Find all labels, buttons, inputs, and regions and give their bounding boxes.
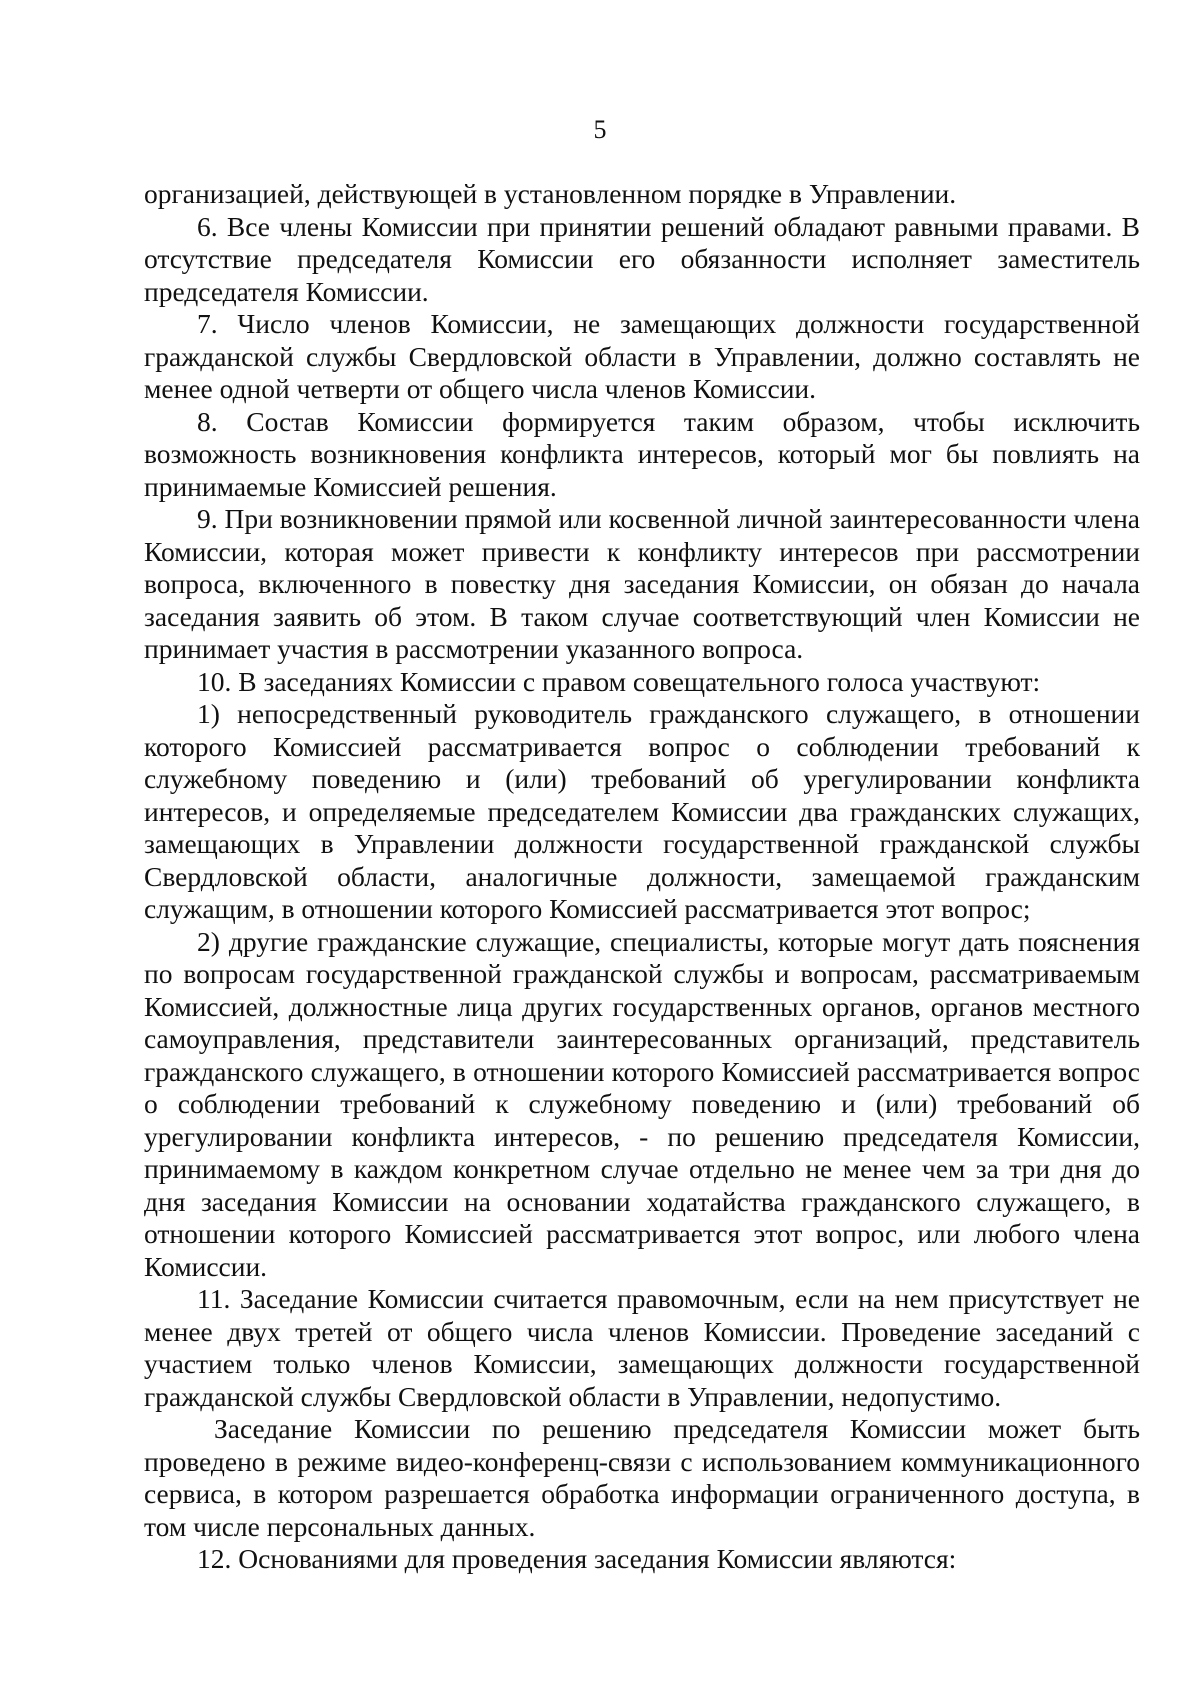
paragraph-7: 7. Число членов Комиссии, не замещающих должности государственной гражданской службы Свердловской области в Управлении, должно составлять не менее одной четверти от общего числа членов Комиссии. bbox=[144, 308, 1140, 404]
paragraph-12: 12. Основаниями для проведения заседания Комиссии являются: bbox=[197, 1543, 957, 1574]
paragraph-10-item-2: 2) другие гражданские служащие, специалисты, которые могут дать пояснения по вопросам государственной гражданской службы и вопросам, рассматриваемым Комиссией, должностные лица других государственных органов, органов местного самоуправления, представители заинтересованных организаций, представитель гражданского служащего, в отношении которого Комиссией рассматривается вопрос о соблюдении требований к служебному поведению и (или) требований об урегулировании конфликта интересов, - по решению председателя Комиссии, принимаемому в каждом конкретном случае отдельно не менее чем за три дня до дня заседания Комиссии на основании ходатайства гражданского служащего, в отношении которого Комиссией рассматривается этот вопрос, или любого члена Комиссии. bbox=[144, 925, 1140, 1282]
paragraph-10-item-1: 1) непосредственный руководитель гражданского служащего, в отношении которого Комиссией рассматривается вопрос о соблюдении требований к служебному поведению и (или) требований об урегулировании конфликта интересов, и определяемые председателем Комиссии два гражданских служащих, замещающих в Управлении должности государственной гражданской службы Свердловской области, аналогичные должности, замещаемой гражданским служащим, в отношении которого Комиссией рассматривается этот вопрос; bbox=[144, 698, 1140, 924]
paragraph-10: 10. В заседаниях Комиссии с правом совещательного голоса участвуют: bbox=[197, 665, 1041, 697]
paragraph-9: 9. При возникновении прямой или косвенной личной заинтересованности члена Комиссии, которая может привести к конфликту интересов при рассмотрении вопроса, включенного в повестку дня заседания Комиссии, он обязан до начала заседания заявить об этом. В таком случае соответствующий член Комиссии не принимает участия в рассмотрении указанного вопроса. bbox=[144, 503, 1140, 664]
page-number: 5 bbox=[593, 115, 607, 144]
paragraph-11: 11. Заседание Комиссии считается правомочным, если на нем присутствует не менее двух третей от общего числа членов Комиссии. Проведение заседаний с участием только членов Комиссии, замещающих должности государственной гражданской службы Свердловской области в Управлении, недопустимо. bbox=[144, 1283, 1140, 1412]
paragraph-11-videoconference: Заседание Комиссии по решению председателя Комиссии может быть проведено в режиме видео-конференц-связи с использованием коммуникационного сервиса, в котором разрешается обработка информации ограниченного доступа, в том числе персональных данных. bbox=[144, 1413, 1140, 1542]
paragraph-continuation: организацией, действующей в установленном порядке в Управлении. bbox=[144, 178, 957, 209]
paragraph-8: 8. Состав Комиссии формируется таким образом, чтобы исключить возможность возникновения конфликта интересов, который мог бы повлиять на принимаемые Комиссией решения. bbox=[144, 405, 1140, 502]
paragraph-6: 6. Все члены Комиссии при принятии решений обладают равными правами. В отсутствие председателя Комиссии его обязанности исполняет заместитель председателя Комиссии. bbox=[144, 210, 1140, 307]
document-body bbox=[144, 178, 1140, 1576]
